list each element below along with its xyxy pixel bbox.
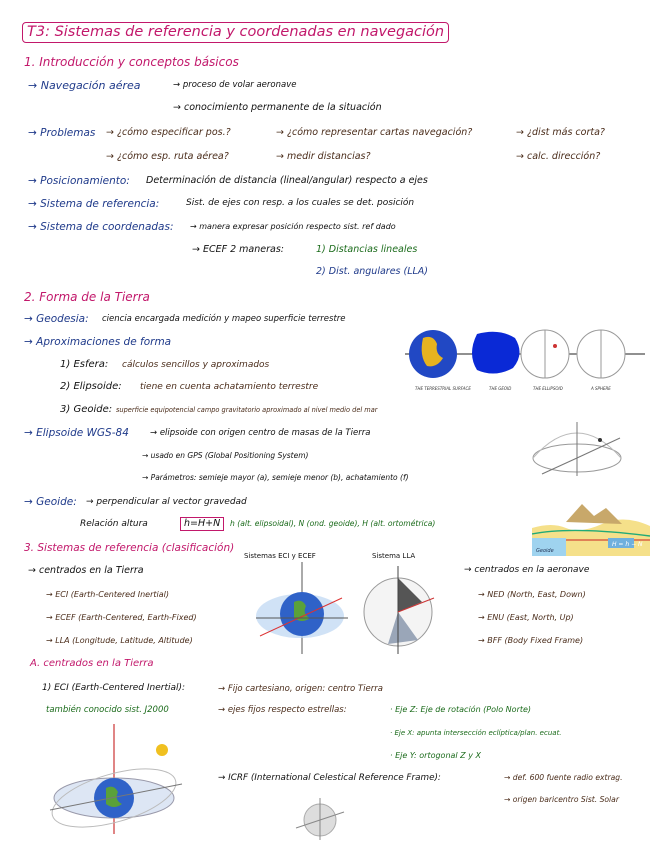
approx-2-text: tiene en cuenta achatamiento terrestre bbox=[140, 382, 319, 392]
height-relation-label: Relación altura bbox=[80, 519, 148, 529]
height-relation-text: h (alt. elipsoidal), N (ond. geoide), H (alt. ortométrica) bbox=[230, 519, 436, 528]
earth-centered-lla: → LLA (Longitude, Latitude, Altitude) bbox=[46, 636, 193, 645]
wgs84-ellipsoid-figure bbox=[522, 418, 632, 484]
section-2-heading: 2. Forma de la Tierra bbox=[24, 290, 150, 304]
ellipsoid-item-1: → elipsoide con origen centro de masas de la Tierra bbox=[150, 428, 371, 438]
geodesy-text: ciencia encargada medición y mapeo superficie terrestre bbox=[102, 314, 346, 324]
axis-x: · Eje X: apunta intersección eclíptica/plan. ecuat. bbox=[390, 729, 562, 737]
icrf-sketch-figure bbox=[292, 796, 348, 842]
aircraft-centered-bff: → BFF (Body Fixed Frame) bbox=[478, 636, 584, 645]
eci-item-1: → Fijo cartesiano, origen: centro Tierra bbox=[218, 684, 383, 694]
problem-1: → ¿cómo especificar pos.? bbox=[106, 127, 231, 138]
geodesy-label: → Geodesia: bbox=[24, 313, 89, 325]
ecef-label: → ECEF 2 maneras: bbox=[192, 244, 284, 255]
geoid-word: Geoide bbox=[536, 548, 554, 554]
section-1-heading: 1. Introducción y conceptos básicos bbox=[24, 55, 239, 69]
approx-3-label: 3) Geoide: bbox=[60, 404, 113, 415]
earth-centered-eci: → ECI (Earth-Centered Inertial) bbox=[46, 590, 169, 599]
geoid-text: → perpendicular al vector gravedad bbox=[86, 497, 247, 507]
ecef-option-2: 2) Dist. angulares (LLA) bbox=[316, 266, 429, 277]
earth-centered-label: → centrados en la Tierra bbox=[28, 565, 144, 576]
ecef-option-1: 1) Distancias lineales bbox=[316, 244, 418, 255]
nav-item-2: → conocimiento permanente de la situación bbox=[173, 102, 382, 113]
height-formula: h=H+N bbox=[180, 517, 224, 531]
h-minus-n-label: H = h − N bbox=[612, 541, 643, 548]
geoid-label: → Geoide: bbox=[24, 496, 77, 508]
section-3-heading: 3. Sistemas de referencia (clasificación) bbox=[24, 542, 235, 554]
icrf-item-1: → def. 600 fuente radio extrag. bbox=[504, 773, 623, 782]
coord-system-label: → Sistema de coordenadas: bbox=[28, 221, 174, 233]
eci-aka: también conocido sist. J2000 bbox=[46, 705, 169, 715]
lla-figure bbox=[360, 562, 440, 658]
problem-6: → calc. dirección? bbox=[516, 151, 601, 162]
positioning-text: Determinación de distancia (lineal/angular) respecto a ejes bbox=[146, 175, 428, 186]
axis-z: · Eje Z: Eje de rotación (Polo Norte) bbox=[390, 705, 532, 714]
ellipsoid-item-3: → Parámetros: semieje mayor (a), semieje menor (b), achatamiento (f) bbox=[142, 473, 409, 482]
eci-item-2: → ejes fijos respecto estrellas: bbox=[218, 705, 347, 715]
page-title: T3: Sistemas de referencia y coordenadas en navegación bbox=[22, 22, 449, 43]
sphere-2-caption: A SPHERE bbox=[591, 386, 611, 391]
icrf-label: → ICRF (International Celestical Reference Frame): bbox=[218, 773, 441, 783]
coord-system-text: → manera expresar posición respecto sist. ref dado bbox=[190, 222, 396, 231]
approximations-label: → Aproximaciones de forma bbox=[24, 336, 172, 348]
problem-5: → medir distancias? bbox=[276, 151, 371, 162]
eci-ecef-figure bbox=[250, 562, 350, 658]
problem-4: → ¿cómo esp. ruta aérea? bbox=[106, 151, 229, 162]
ref-system-label: → Sistema de referencia: bbox=[28, 198, 160, 210]
positioning-label: → Posicionamiento: bbox=[28, 175, 130, 187]
nav-label: → Navegación aérea bbox=[28, 79, 141, 92]
ecliptic-figure bbox=[42, 722, 192, 840]
axis-y: · Eje Y: ortogonal Z y X bbox=[390, 751, 481, 760]
nav-item-1: → proceso de volar aeronave bbox=[173, 80, 297, 90]
aircraft-centered-ned: → NED (North, East, Down) bbox=[478, 590, 586, 599]
problem-3: → ¿dist más corta? bbox=[516, 127, 605, 138]
geoid-profile-figure bbox=[532, 494, 650, 556]
eci-label: 1) ECI (Earth-Centered Inertial): bbox=[42, 683, 186, 693]
earth-shapes-figure bbox=[405, 322, 645, 394]
ref-system-text: Sist. de ejes con resp. a los cuales se det. posición bbox=[186, 198, 415, 208]
ellipsoid-label: → Elipsoide WGS-84 bbox=[24, 427, 129, 439]
geoid-blob-icon bbox=[472, 332, 520, 374]
ellipsoid-item-2: → usado en GPS (Global Positioning System) bbox=[142, 451, 309, 460]
approx-1-label: 1) Esfera: bbox=[60, 359, 109, 370]
problems-label: → Problemas bbox=[28, 127, 96, 139]
approx-2-label: 2) Elipsoide: bbox=[60, 381, 122, 392]
subsection-a-heading: A. centrados en la Tierra bbox=[30, 658, 154, 669]
aircraft-centered-enu: → ENU (East, North, Up) bbox=[478, 613, 574, 622]
earth-centered-ecef: → ECEF (Earth-Centered, Earth-Fixed) bbox=[46, 613, 197, 622]
ellipsoid-caption: THE ELLIPSOID bbox=[533, 386, 563, 391]
sphere-caption: THE TERRESTRIAL SURFACE bbox=[415, 386, 471, 391]
eci-ecef-title: Sistemas ECI y ECEF bbox=[244, 552, 316, 560]
approx-3-text: superficie equipotencial campo gravitatorio aproximado al nivel medio del mar bbox=[116, 406, 378, 414]
aircraft-centered-label: → centrados en la aeronave bbox=[464, 565, 590, 575]
approx-1-text: cálculos sencillos y aproximados bbox=[122, 360, 270, 370]
problem-2: → ¿cómo representar cartas navegación? bbox=[276, 127, 473, 138]
icrf-item-2: → origen baricentro Sist. Solar bbox=[504, 795, 619, 804]
geoid-caption: THE GEOID bbox=[489, 386, 512, 391]
lla-title: Sistema LLA bbox=[372, 552, 416, 560]
